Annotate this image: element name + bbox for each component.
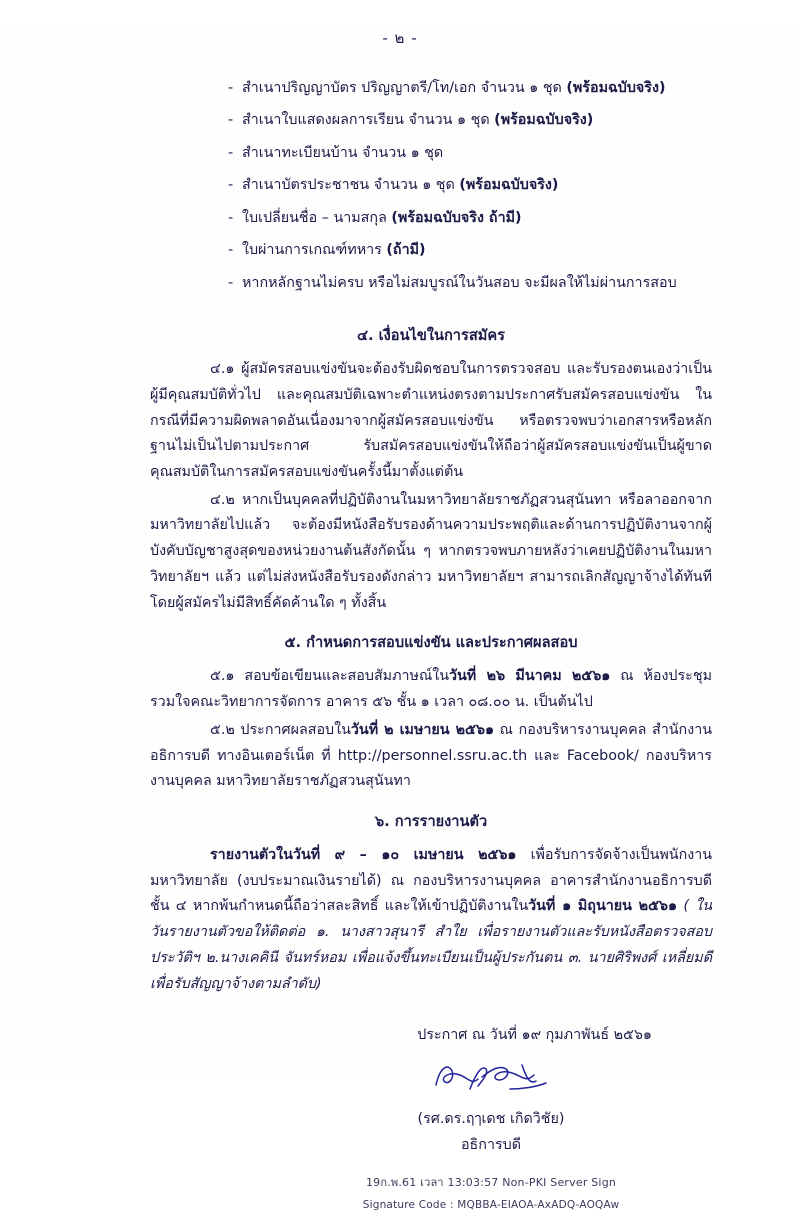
list-item-text: ใบเปลี่ยนชื่อ – นามสกุล	[242, 209, 392, 226]
section-5-2-paragraph	[150, 718, 712, 795]
section-6-paragraph	[150, 843, 712, 997]
signer-name: (รศ.ดร.ฤๅเดช เกิดวิชัย)	[417, 1110, 565, 1127]
list-item	[228, 76, 712, 101]
digital-signature-stamp	[150, 1173, 712, 1215]
section-4-heading: ๔. เงื่อนไขในการสมัคร	[357, 327, 505, 345]
list-item-emphasis: (พร้อมฉบับจริง)	[566, 80, 666, 96]
section-4-2-paragraph: ๔.๒ หากเป็นบุคคลที่ปฏิบัติงานในมหาวิทยาลัยราชภัฏสวนสุนันทา หรือลาออกจากมหาวิทยาลัยไปแล้ว จะต้องมีหนังสือรับรองด้านความประพฤติและด้านการปฏิบัติงานจากผู้บังคับบัญชาสูงสุดของหน่วยงานต้นสังกัดนั้น ๆ หากตรวจพบภายหลังว่าเคยปฏิบัติงานในมหาวิทยาลัยฯ แล้ว แต่ไม่ส่งหนังสือรับรองดังกล่าว มหาวิทยาลัยฯ สามารถเลิกสัญญาจ้างได้ทันที โดยผู้สมัครไม่มีสิทธิ์คัดค้านใด ๆ ทั้งสิ้น	[150, 491, 712, 611]
document-body	[150, 76, 712, 1215]
section-5-1-paragraph	[150, 664, 712, 715]
list-item-emphasis: (พร้อมฉบับจริง)	[459, 177, 559, 194]
signature-block	[150, 1057, 712, 1159]
list-item-text: สำเนาบัตรประชาชน จำนวน ๑ ชุด	[242, 177, 460, 194]
list-item-text: สำเนาทะเบียนบ้าน จำนวน ๑ ชุด	[242, 144, 444, 161]
document-page	[0, 26, 800, 1212]
list-item	[228, 173, 712, 198]
list-item	[228, 108, 712, 133]
section-5-1-pre: ๕.๑ สอบข้อเขียนและสอบสัมภาษณ์ใน	[210, 668, 449, 685]
dash-marker: -	[228, 80, 234, 96]
dash-marker: -	[228, 209, 234, 226]
dash-marker: -	[228, 177, 234, 194]
section-4-1-paragraph: ๔.๑ ผู้สมัครสอบแข่งขันจะต้องรับผิดชอบในการตรวจสอบ และรับรองตนเองว่าเป็นผู้มีคุณสมบัติทั่วไป และคุณสมบัติเฉพาะตำแหน่งตรงตามประกาศรับสมัครสอบแข่งขัน ในกรณีที่มีความผิดพลาดอันเนื่องมาจากผู้สมัครสอบแข่งขัน หรือตรวจพบว่าเอกสารหรือหลักฐานไม่เป็นไปตามประกาศ รับสมัครสอบแข่งขันให้ถือว่าผู้สมัครสอบแข่งขันเป็นผู้ขาดคุณสมบัติในการสมัครสอบแข่งขันครั้งนี้มาตั้งแต่ต้น	[150, 361, 712, 480]
signer-title: อธิการบดี	[460, 1137, 522, 1154]
list-item-text: ใบผ่านการเกณฑ์ทหาร	[242, 242, 387, 259]
section-6-note: ( ในวันรายงานตัวขอให้ติดต่อ ๑. นางสาวสุนารี สำใย เพื่อรายงานตัวและรับหนังสือตรวจสอบประวัติฯ ๒.นางเคคินี จันทร์หอม เพื่อแจ้งขึ้นทะเบียนเป็นผู้ประกันตน ๓. นายศิริพงศ์ เหลี่ยมดี เพื่อรับสัญญาจ้างตามลำดับ)	[150, 898, 712, 992]
section-5-2-pre: ๕.๒ ประกาศผลสอบใน	[210, 721, 351, 738]
bullet-list	[150, 76, 712, 296]
section-5-2-date: วันที่ ๒ เมษายน ๒๕๖๑	[350, 721, 495, 738]
list-item-emphasis: (พร้อมฉบับจริง ถ้ามี)	[391, 209, 522, 226]
list-item	[228, 238, 712, 263]
dash-marker: -	[228, 242, 234, 259]
section-6-mid: เพื่อรับการจัดจ้างเป็นพนักงานมหาวิทยาลัย (งบประมาณเงินรายได้) ณ กองบริหารงานบุคคล อาคารสำนักงานอธิการบดี ชั้น ๔ หากพ้นกำหนดนี้ถือว่าสละสิทธิ์ และให้เข้าปฏิบัติงานใน	[150, 846, 713, 915]
list-item	[228, 141, 712, 166]
section-5-heading: ๕. กำหนดการสอบแข่งขัน และประกาศผลสอบ	[284, 634, 578, 652]
page-number: - ๒ -	[382, 29, 418, 47]
announcement-date: ประกาศ ณ วันที่ ๑๙ กุมภาพันธ์ ๒๕๖๑	[417, 1027, 652, 1044]
list-item-text: หากหลักฐานไม่ครบ หรือไม่สมบูรณ์ในวันสอบ จะมีผลให้ไม่ผ่านการสอบ	[242, 274, 677, 291]
section-6-start-date: วันที่ ๑ มิถุนายน ๒๕๖๑	[528, 898, 678, 915]
list-item-text: สำเนาใบแสดงผลการเรียน จำนวน ๑ ชุด	[242, 112, 495, 129]
list-item-emphasis: (ถ้ามี)	[386, 242, 426, 259]
dash-marker: -	[228, 112, 234, 129]
list-item	[228, 271, 712, 296]
section-5-1-post: ณ ห้องประชุมรวมใจคณะวิทยาการจัดการ อาคาร ๕๖ ชั้น ๑ เวลา ๐๘.๐๐ น. เป็นต้นไป	[150, 668, 712, 711]
stamp-signature-code: Signature Code : MQBBA-EIAOA-AxADQ-AOQAw	[362, 1199, 620, 1212]
signature-mark	[270, 1057, 712, 1105]
stamp-timestamp: 19ก.พ.61 เวลา 13:03:57 Non-PKI Server Sign	[365, 1175, 617, 1189]
section-6-heading: ๖. การรายงานตัว	[374, 813, 488, 831]
dash-marker: -	[228, 144, 234, 161]
dash-marker: -	[228, 274, 234, 291]
section-5-2-post: ณ กองบริหารงานบุคคล สำนักงานอธิการบดี ทางอินเตอร์เน็ต ที่ http://personnel.ssru.ac.th และ Facebook/ กองบริหารงานบุคคล มหาวิทยาลัยราชภัฏสวนสุนันทา	[150, 721, 712, 790]
list-item-emphasis: (พร้อมฉบับจริง)	[494, 112, 594, 129]
section-5-1-date: วันที่ ๒๖ มีนาคม ๒๕๖๑	[449, 668, 611, 685]
section-6-report-dates: รายงานตัวในวันที่ ๙ – ๑๐ เมษายน ๒๕๖๑	[210, 846, 517, 863]
list-item-text: สำเนาปริญญาบัตร ปริญญาตรี/โท/เอก จำนวน ๑ ชุด	[242, 80, 567, 96]
list-item	[228, 206, 712, 231]
